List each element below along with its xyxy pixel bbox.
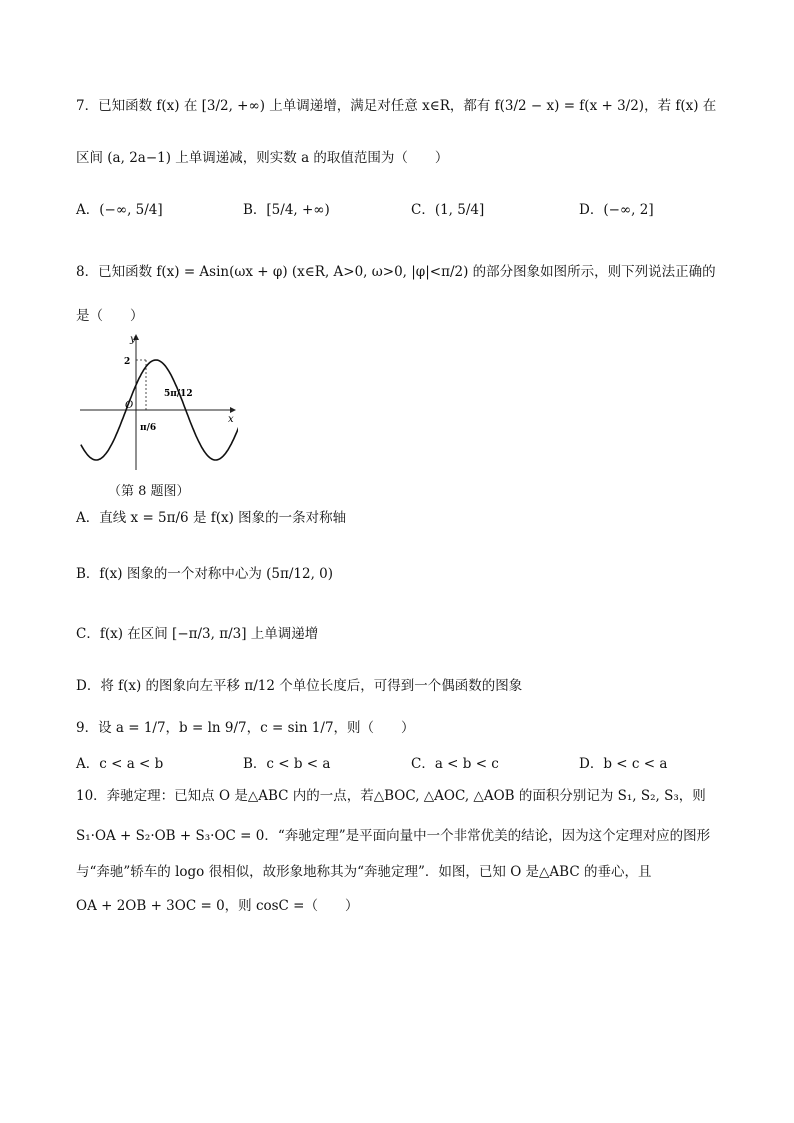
q7-option-d: D．(−∞, 2] [579, 202, 654, 218]
q7-stem-line2: 区间 (a, 2a−1) 上单调递减，则实数 a 的取值范围为（ ） [76, 150, 449, 166]
q8-figure-caption: （第 8 题图） [108, 484, 190, 499]
tick-label-pi-over-6: π/6 [140, 423, 157, 433]
x-axis-arrow-icon [230, 407, 236, 413]
y-axis-label: y [130, 334, 136, 345]
q10-stem-line3: 与“奔驰”轿车的 logo 很相似，故形象地称其为“奔驰定理”．如图，已知 O 是△ABC 的垂心，且 [76, 864, 652, 880]
q7-options [76, 200, 726, 224]
q7-option-c: C．(1, 5/4] [411, 202, 485, 218]
tick-label-5pi-over-12: 5π/12 [164, 389, 193, 399]
q7-option-a: A．(−∞, 5/4] [76, 202, 163, 218]
q9-stem: 9．设 a = 1/7，b = ln 9/7，c = sin 1/7，则（ ） [76, 720, 415, 736]
x-axis-label: x [228, 414, 234, 425]
q8-option-d: D．将 f(x) 的图象向左平移 π/12 个单位长度后，可得到一个偶函数的图象 [76, 678, 523, 694]
q8-option-c: C．f(x) 在区间 [−π/3, π/3] 上单调递增 [76, 626, 319, 642]
q8-sine-graph [78, 330, 238, 475]
q9-option-a: A．c < a < b [76, 756, 164, 772]
q7-option-b: B．[5/4, +∞) [243, 202, 330, 218]
q9-option-d: D．b < c < a [579, 756, 668, 772]
max-value-label: 2 [124, 357, 131, 367]
q8-stem-line2: 是（ ） [76, 308, 144, 324]
q9-options [76, 754, 726, 778]
origin-label: O [125, 400, 134, 411]
q8-option-b: B．f(x) 图象的一个对称中心为 (5π/12, 0) [76, 566, 334, 582]
q10-stem-line2: S₁·OA + S₂·OB + S₃·OC = 0．“奔驰定理”是平面向量中一个非常优美的结论，因为这个定理对应的图形 [76, 828, 711, 844]
q10-stem-line4: OA + 2OB + 3OC = 0，则 cosC =（ ） [76, 898, 359, 914]
q8-stem-line1: 8．已知函数 f(x) = Asin(ωx + φ) (x∈R, A>0, ω>0, |φ|<π/2) 的部分图象如图所示，则下列说法正确的 [76, 264, 716, 280]
q10-stem-line1: 10．奔驰定理：已知点 O 是△ABC 内的一点，若△BOC, △AOC, △AOB 的面积分别记为 S₁, S₂, S₃，则 [76, 788, 706, 804]
q7-stem-line1: 7．已知函数 f(x) 在 [3/2, +∞) 上单调递增，满足对任意 x∈R，都有 f(3/2 − x) = f(x + 3/2)，若 f(x) 在 [76, 98, 717, 114]
q9-option-c: C．a < b < c [411, 756, 499, 772]
q8-option-a: A．直线 x = 5π/6 是 f(x) 图象的一条对称轴 [76, 510, 347, 526]
q9-option-b: B．c < b < a [243, 756, 331, 772]
